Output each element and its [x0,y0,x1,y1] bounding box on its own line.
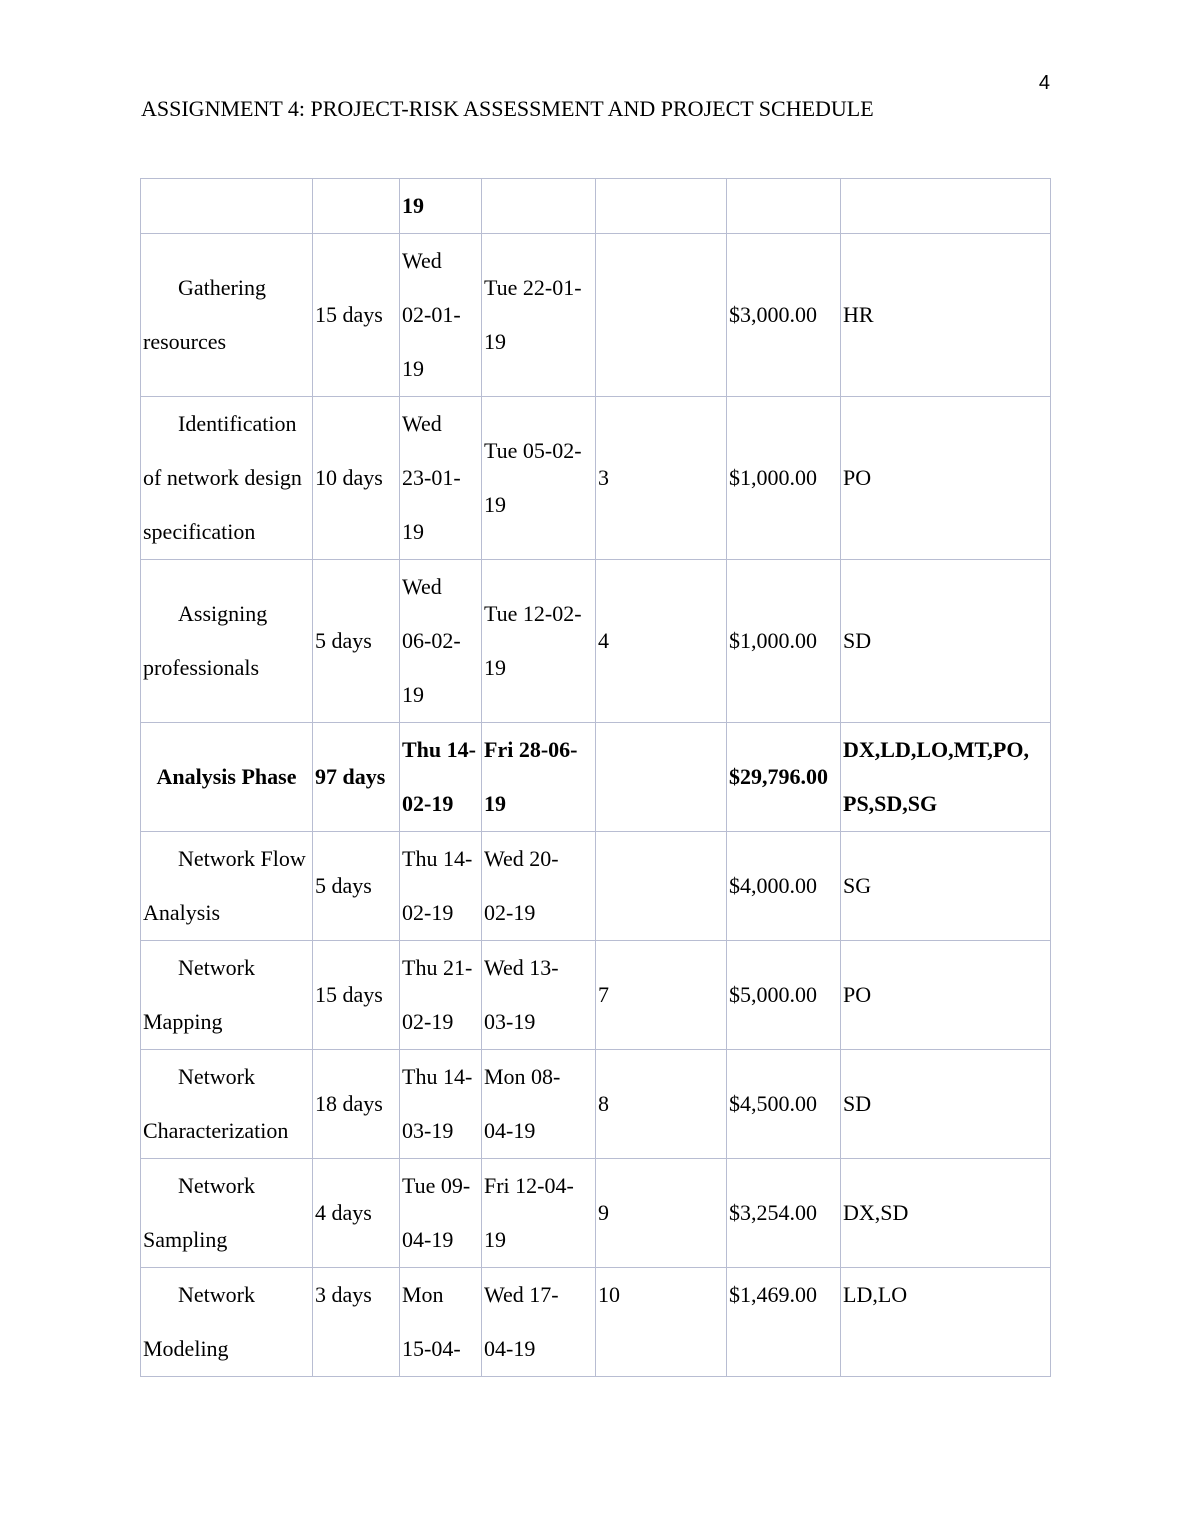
cost-cell: $4,000.00 [727,832,841,941]
resources-cell: PO [841,397,1051,560]
finish-line: 04-19 [484,1118,536,1143]
start-cell [400,234,482,397]
finish-cell [482,1159,596,1268]
resources-line: DX,LD,LO,MT,PO, [843,737,1029,762]
finish-line: 19 [484,1227,506,1252]
finish-cell [482,179,596,234]
duration-cell: 15 days [313,941,400,1050]
start-cell [400,1268,482,1377]
start-cell [400,1159,482,1268]
finish-line: Fri 28-06- [484,737,578,762]
cost-cell: $1,000.00 [727,560,841,723]
task-name-rest: resources [143,329,227,354]
resources-cell: LD,LO [841,1268,1051,1377]
cost-cell: $1,469.00 [727,1268,841,1377]
table-row [141,179,1051,234]
duration-cell: 3 days [313,1268,400,1377]
task-name-rest: of network design specification [143,465,302,544]
duration-cell [313,179,400,234]
start-line: 02-01- [402,302,461,327]
task-name-rest: professionals [143,655,260,680]
resources-cell [841,179,1051,234]
start-line: Mon [402,1282,444,1307]
duration-cell: 10 days [313,397,400,560]
table-row [141,1159,1051,1268]
start-line: Thu 14- [402,846,473,871]
start-line: 02-19 [402,1009,454,1034]
task-name-first: Network [178,1282,255,1307]
start-line: 19 [402,682,424,707]
duration-cell: 97 days [313,723,400,832]
start-line: 19 [402,519,424,544]
start-cell [400,941,482,1050]
finish-cell [482,234,596,397]
finish-line: 04-19 [484,1336,536,1361]
task-name-rest: Mapping [143,1009,223,1034]
phase-row [141,723,1051,832]
start-cell [400,1050,482,1159]
resources-cell: SD [841,560,1051,723]
predecessors-cell [596,832,727,941]
start-cell [400,397,482,560]
task-name-first: Identification [178,411,297,436]
cost-cell: $3,000.00 [727,234,841,397]
finish-cell [482,1268,596,1377]
resources-cell: PO [841,941,1051,1050]
finish-line: Wed 17- [484,1282,559,1307]
table-row [141,941,1051,1050]
task-name-first: Gathering [178,275,266,300]
start-line: 02-19 [402,900,454,925]
finish-line: 19 [484,329,506,354]
task-cell [141,234,313,397]
predecessors-cell: 8 [596,1050,727,1159]
task-cell [141,723,313,832]
task-cell [141,1159,313,1268]
schedule-table [140,178,1051,1377]
start-line: 04-19 [402,1227,454,1252]
resources-line: PS,SD,SG [843,791,938,816]
start-text: 19 [402,193,424,218]
finish-line: 19 [484,492,506,517]
task-name-rest: Characterization [143,1118,289,1143]
start-cell [400,179,482,234]
task-cell [141,832,313,941]
duration-cell: 15 days [313,234,400,397]
predecessors-cell: 9 [596,1159,727,1268]
task-cell [141,941,313,1050]
task-name-first: Network [178,1064,255,1089]
task-cell [141,179,313,234]
finish-line: 19 [484,791,506,816]
task-cell [141,560,313,723]
duration-cell: 18 days [313,1050,400,1159]
table-row [141,832,1051,941]
start-line: 06-02- [402,628,461,653]
start-line: Wed [402,574,442,599]
start-line: 15-04- [402,1336,461,1361]
cost-cell: $4,500.00 [727,1050,841,1159]
predecessors-cell [596,723,727,832]
cost-cell: $29,796.00 [727,723,841,832]
predecessors-cell [596,179,727,234]
task-cell [141,397,313,560]
duration-cell: 5 days [313,832,400,941]
start-line: Wed [402,411,442,436]
finish-cell [482,832,596,941]
resources-cell: SG [841,832,1051,941]
predecessors-cell: 10 [596,1268,727,1377]
predecessors-cell [596,234,727,397]
running-head: ASSIGNMENT 4: PROJECT-RISK ASSESSMENT AND PROJECT SCHEDULE [141,96,874,121]
finish-line: Mon 08- [484,1064,561,1089]
task-name: Analysis Phase [156,764,297,789]
start-cell [400,560,482,723]
table-row [141,397,1051,560]
duration-cell: 5 days [313,560,400,723]
start-line: Thu 14- [402,1064,473,1089]
start-line: Wed [402,248,442,273]
start-line: 19 [402,356,424,381]
task-name-rest: Modeling [143,1336,229,1361]
start-line: Tue 09- [402,1173,471,1198]
finish-line: Tue 12-02- [484,601,582,626]
start-cell [400,832,482,941]
finish-line: Fri 12-04- [484,1173,574,1198]
task-name-first: Assigning [178,601,268,626]
table-row [141,234,1051,397]
task-name-rest: Flow Analysis [143,846,306,925]
finish-cell [482,723,596,832]
finish-line: 19 [484,655,506,680]
duration-cell: 4 days [313,1159,400,1268]
task-name-rest: Sampling [143,1227,228,1252]
resources-cell [841,723,1051,832]
finish-line: 03-19 [484,1009,536,1034]
page-number: 4 [1038,72,1050,94]
task-cell [141,1268,313,1377]
table-row [141,560,1051,723]
start-line: Thu 14- [402,737,476,762]
cost-cell: $1,000.00 [727,397,841,560]
start-line: 02-19 [402,791,454,816]
task-cell [141,1050,313,1159]
cost-cell [727,179,841,234]
predecessors-cell: 4 [596,560,727,723]
finish-line: Tue 22-01- [484,275,582,300]
resources-cell: HR [841,234,1051,397]
cost-cell: $3,254.00 [727,1159,841,1268]
start-line: 23-01- [402,465,461,490]
resources-cell: DX,SD [841,1159,1051,1268]
finish-cell [482,941,596,1050]
finish-cell [482,560,596,723]
finish-cell [482,397,596,560]
cost-cell: $5,000.00 [727,941,841,1050]
table-row [141,1268,1051,1377]
finish-line: Tue 05-02- [484,438,582,463]
predecessors-cell: 3 [596,397,727,560]
task-name-first: Network [178,1173,255,1198]
start-line: Thu 21- [402,955,473,980]
resources-cell: SD [841,1050,1051,1159]
task-name-first: Network [178,846,255,871]
finish-line: Wed 20- [484,846,559,871]
finish-line: 02-19 [484,900,536,925]
task-name-first: Network [178,955,255,980]
start-line: 03-19 [402,1118,454,1143]
start-cell [400,723,482,832]
table-row [141,1050,1051,1159]
finish-line: Wed 13- [484,955,559,980]
predecessors-cell: 7 [596,941,727,1050]
finish-cell [482,1050,596,1159]
